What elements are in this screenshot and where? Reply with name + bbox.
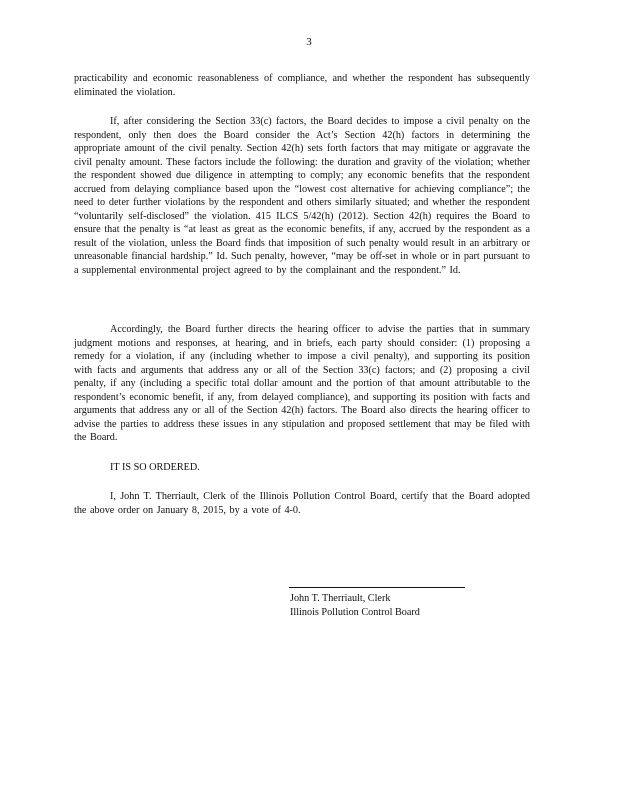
order-statement: IT IS SO ORDERED. [110,462,200,473]
page-number: 3 [306,36,312,48]
clerk-certification: I, John T. Therriault, Clerk of the Illinois Pollution Control Board, certify that the Board adopted the above order on January 8, 2015, by a vote of 4-0. [74,491,530,516]
paragraph-civil-penalty: If, after considering the Section 33(c) factors, the Board decides to impose a civil penalty on the respondent, only then does the Board consider the Act’s Section 42(h) factors in determining the appropriate amount of the civil penalty. Section 42(h) sets forth factors that may mitigate or aggravate the civil penalty amount. These factors include the following: the duration and gravity of the violation; whether the respondent showed due diligence in attempting to comply; any economic benefits that the respondent accrued from delaying compliance based upon the “lowest cost alternative for achieving compliance”; the need to deter further violations by the respondent and others similarly situated; and whether the respondent “voluntarily self-disclosed” the violation. 415 ILCS 5/42(h) (2012). Section 42(h) requires the Board to ensure that the penalty is “at least as great as the economic benefits, if any, accrued by the respondent as a result of the violation, unless the Board finds that imposition of such penalty would result in an arbitrary or unreasonable financial hardship.” Id. Such penalty, however, “may be off-set in whole or in part pursuant to a supplemental environmental project agreed to by the complainant and the respondent.” Id. [74,116,530,276]
paragraph-hearing-directions: Accordingly, the Board further directs the hearing officer to advise the parties that in summary judgment motions and responses, at hearing, and in briefs, each party should consider: (1) proposing a remedy for a violation, if any (including whether to impose a civil penalty), and supporting its position with facts and arguments that address any or all of the Section 33(c) factors; and (2) proposing a civil penalty, if any (including a specific total dollar amount and the portion of that amount attributable to the respondent’s economic benefit, if any, from delayed compliance), and supporting its position with facts and arguments that address any or all of the Section 42(h) factors. The Board also directs the hearing officer to advise the parties to address these issues in any stipulation and proposed settlement that may be filed with the Board. [74,324,530,443]
signature-name: John T. Therriault, Clerk [290,593,391,604]
paragraph-continuation: practicability and economic reasonableness of compliance, and whether the respondent has subsequently eliminated the violation. [74,73,530,98]
signature-line [289,587,465,588]
signature-block [290,592,420,620]
signature-organization: Illinois Pollution Control Board [290,607,420,618]
